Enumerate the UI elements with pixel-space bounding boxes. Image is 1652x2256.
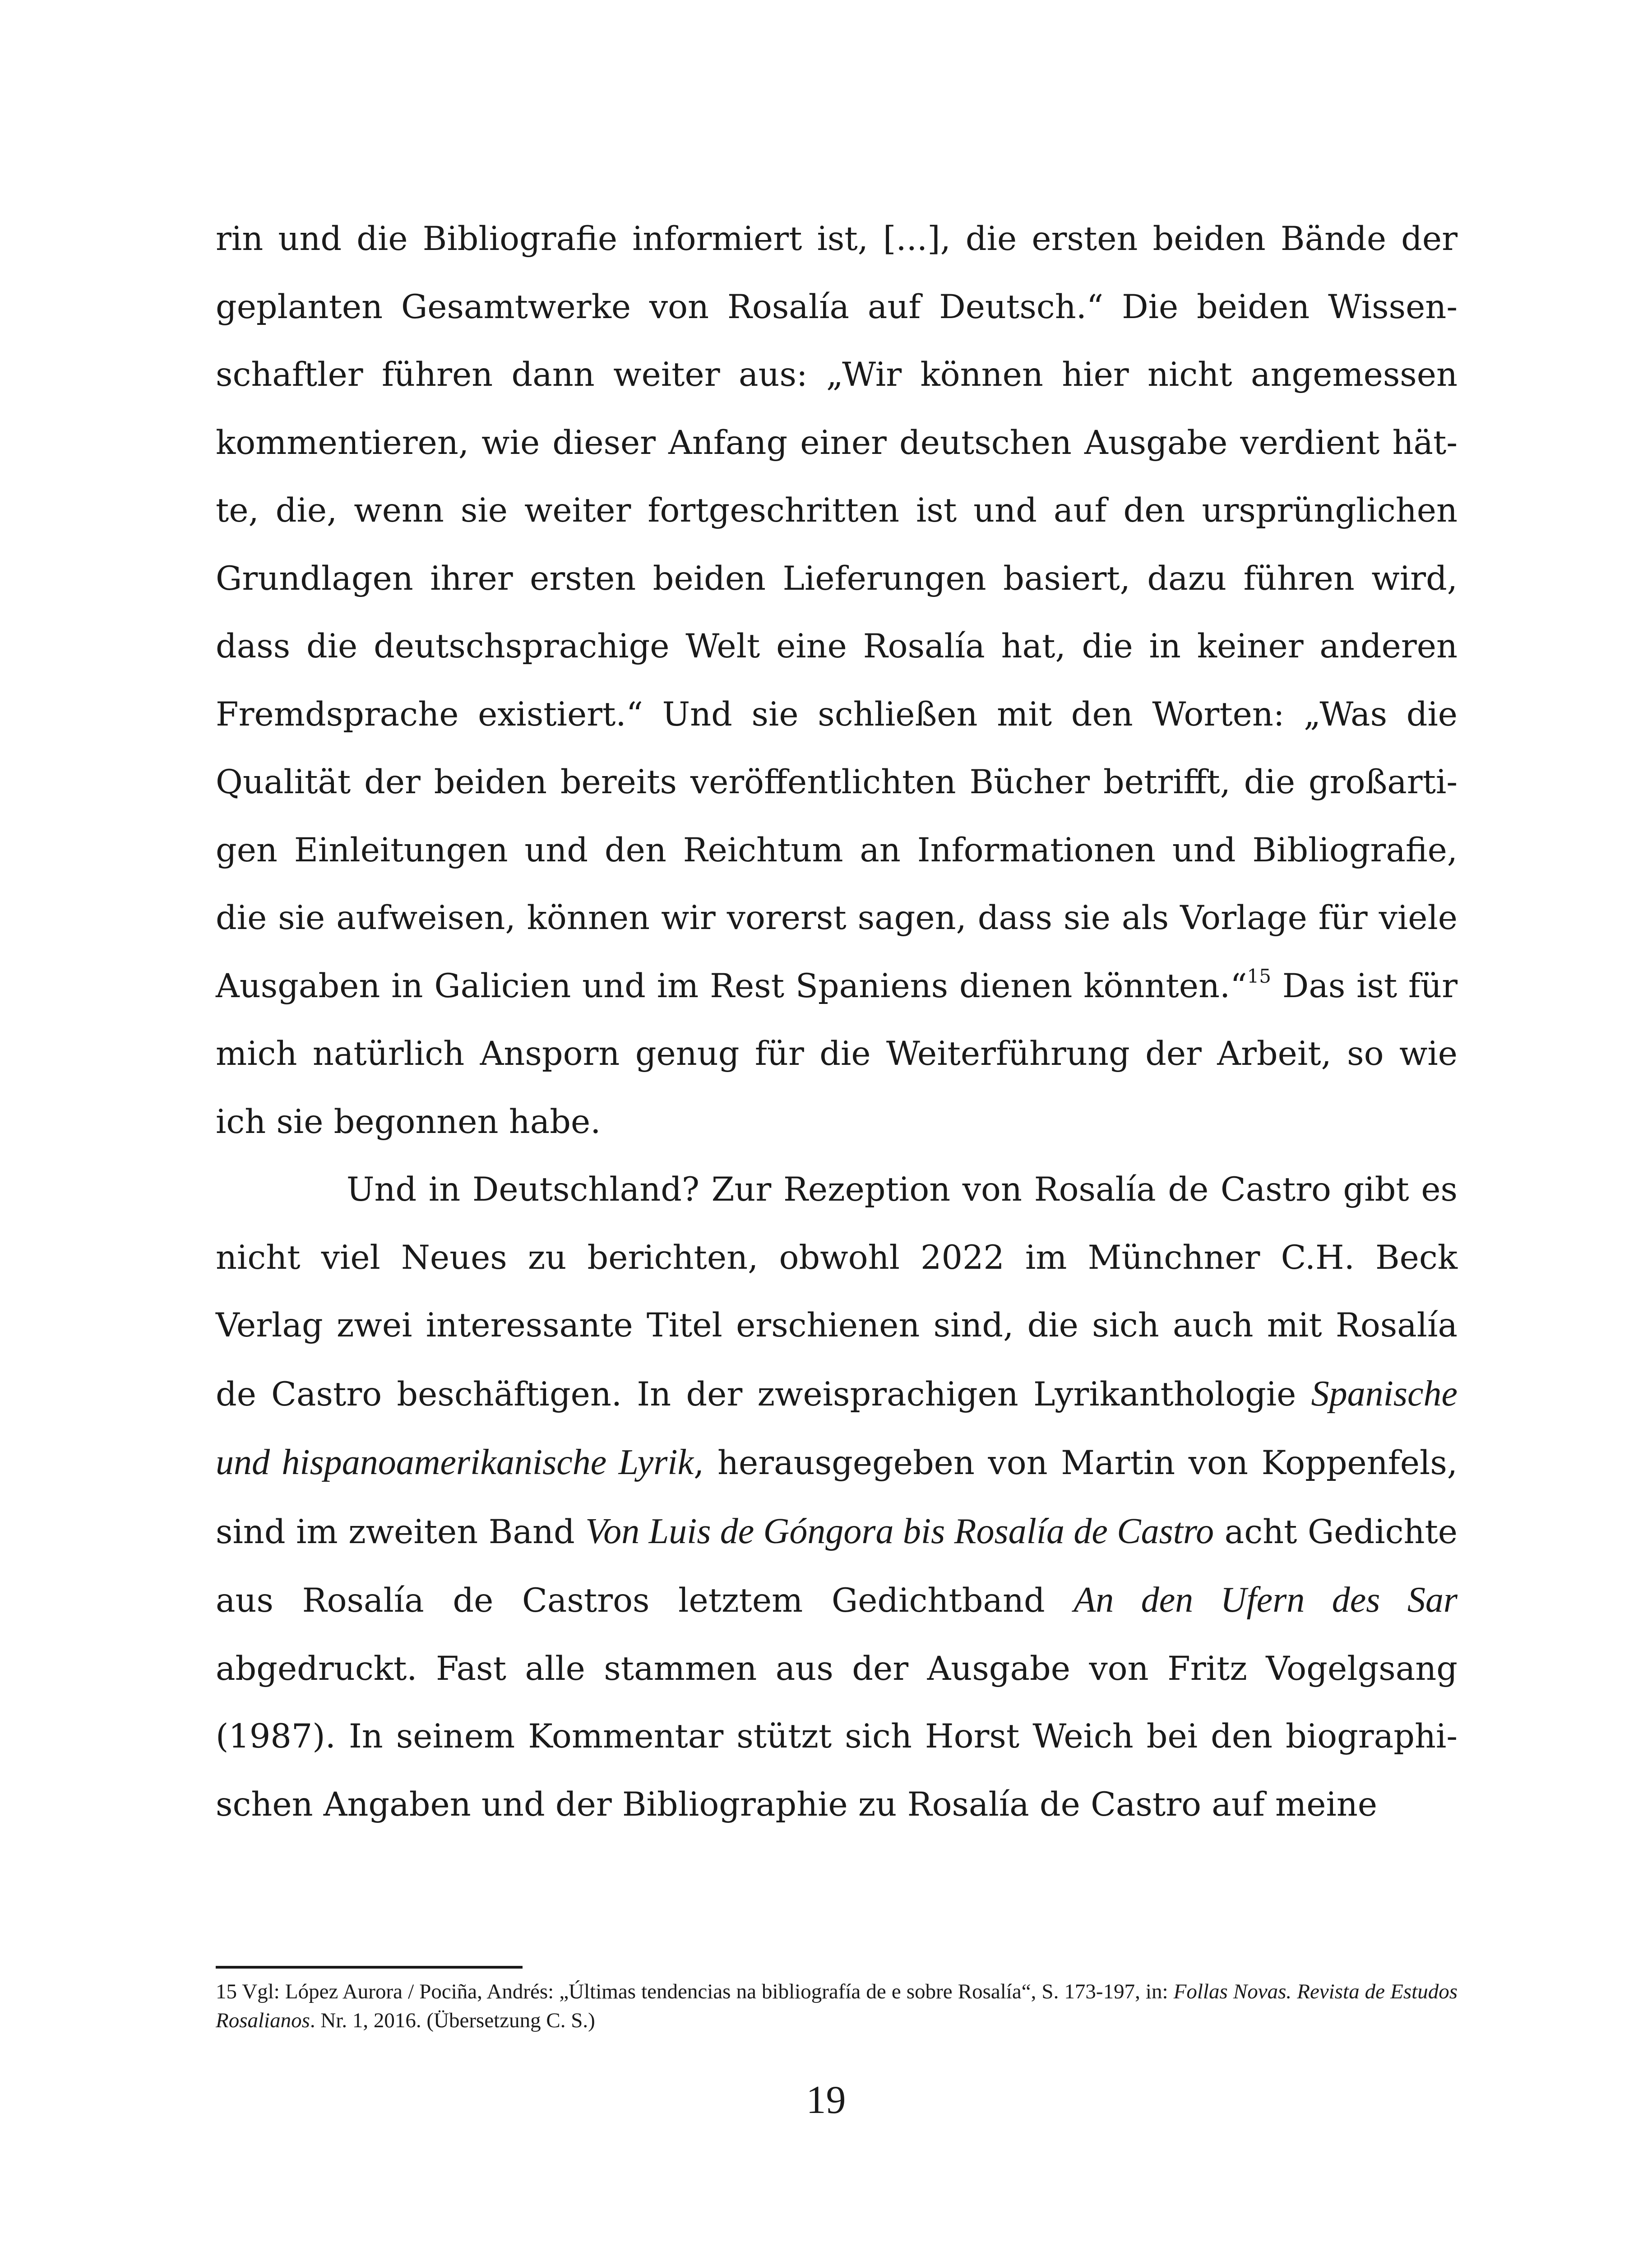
footnote-text-tail: . Nr. 1, 2016. (Übersetzung C. S.) bbox=[310, 2009, 595, 2032]
footnote-text: 15 Vgl: López Aurora / Pociña, Andrés: „Últimas tendencias na bibliografía de e sobre Rosalía“, S. 173-197, in: bbox=[216, 1980, 1174, 2003]
paragraph-2-text-c: acht Gedichte aus Rosalía de Castros letztem Gedichtband bbox=[216, 1512, 1458, 1620]
volume-title: Von Luis de Góngora bis Rosalía de Castro bbox=[585, 1511, 1214, 1551]
main-text bbox=[216, 205, 1458, 1839]
footnote-journal-title: Follas Novas. Revista de Estudos Rosalianos bbox=[216, 1980, 1458, 2032]
paragraph-1-text: rin und die Bibliografie informiert ist, [...], die ersten beiden Bände der geplanten Gesamtwerke von Rosalía auf Deutsch.“ Die beiden Wissenschaftler führen dann weiter aus: „Wir können hier nicht angemessen kommentieren, wie dieser Anfang einer deutschen Ausgabe verdient hätte, die, wenn sie weiter fortgeschritten ist und auf den ursprünglichen Grundlagen ihrer ersten beiden Lieferungen basiert, dazu führen wird, dass die deutschsprachige Welt eine Rosalía hat, die in keiner anderen Fremdsprache existiert.“ Und sie schließen mit den Worten: „Was die Qualität der beiden bereits veröffentlichten Bücher betrifft, die großartigen Einleitungen und den Reichtum an Informationen und Bibliografie, die sie aufweisen, können wir vorerst sagen, dass sie als Vorlage für viele Ausgaben in Galicien und im Rest Spaniens dienen könnten.“ bbox=[216, 220, 1458, 1005]
paragraph-2 bbox=[216, 1156, 1458, 1839]
paragraph-1 bbox=[216, 205, 1458, 1156]
page-number: 19 bbox=[806, 2078, 846, 2122]
footnote-reference-15[interactable]: 15 bbox=[1247, 965, 1271, 987]
paragraph-2-text-b: , herausgegeben von Martin von Koppenfels, sind im zweiten Band bbox=[216, 1444, 1458, 1551]
footnote-15 bbox=[216, 1977, 1458, 2035]
anthology-title: Spanische und hispanoamerikanische Lyrik bbox=[216, 1373, 1458, 1482]
paragraph-2-text: Und in Deutschland? Zur Rezeption von Rosalía de Castro gibt es nicht viel Neues zu berichten, obwohl 2022 im Münchner C.H. Beck Verlag zwei interessante Titel erschienen sind, die sich auch mit Rosalía de Castro beschäftigen. In der zweisprachigen Lyrikanthologie bbox=[216, 1170, 1458, 1414]
paragraph-2-text-d: abgedruckt. Fast alle stammen aus der Ausgabe von Fritz Vogelgsang (1987). In seinem Kommentar stützt sich Horst Weich bei den biographischen Angaben und der Bibliographie zu Rosalía de Castro auf meine bbox=[216, 1649, 1458, 1824]
footnote-separator bbox=[216, 1966, 523, 1969]
paragraph-1-text-continued: Das ist für mich natürlich Ansporn genug für die Weiterführung der Arbeit, so wie ich sie begonnen habe. bbox=[216, 966, 1458, 1141]
poetry-book-title: An den Ufern des Sar bbox=[1074, 1580, 1458, 1620]
